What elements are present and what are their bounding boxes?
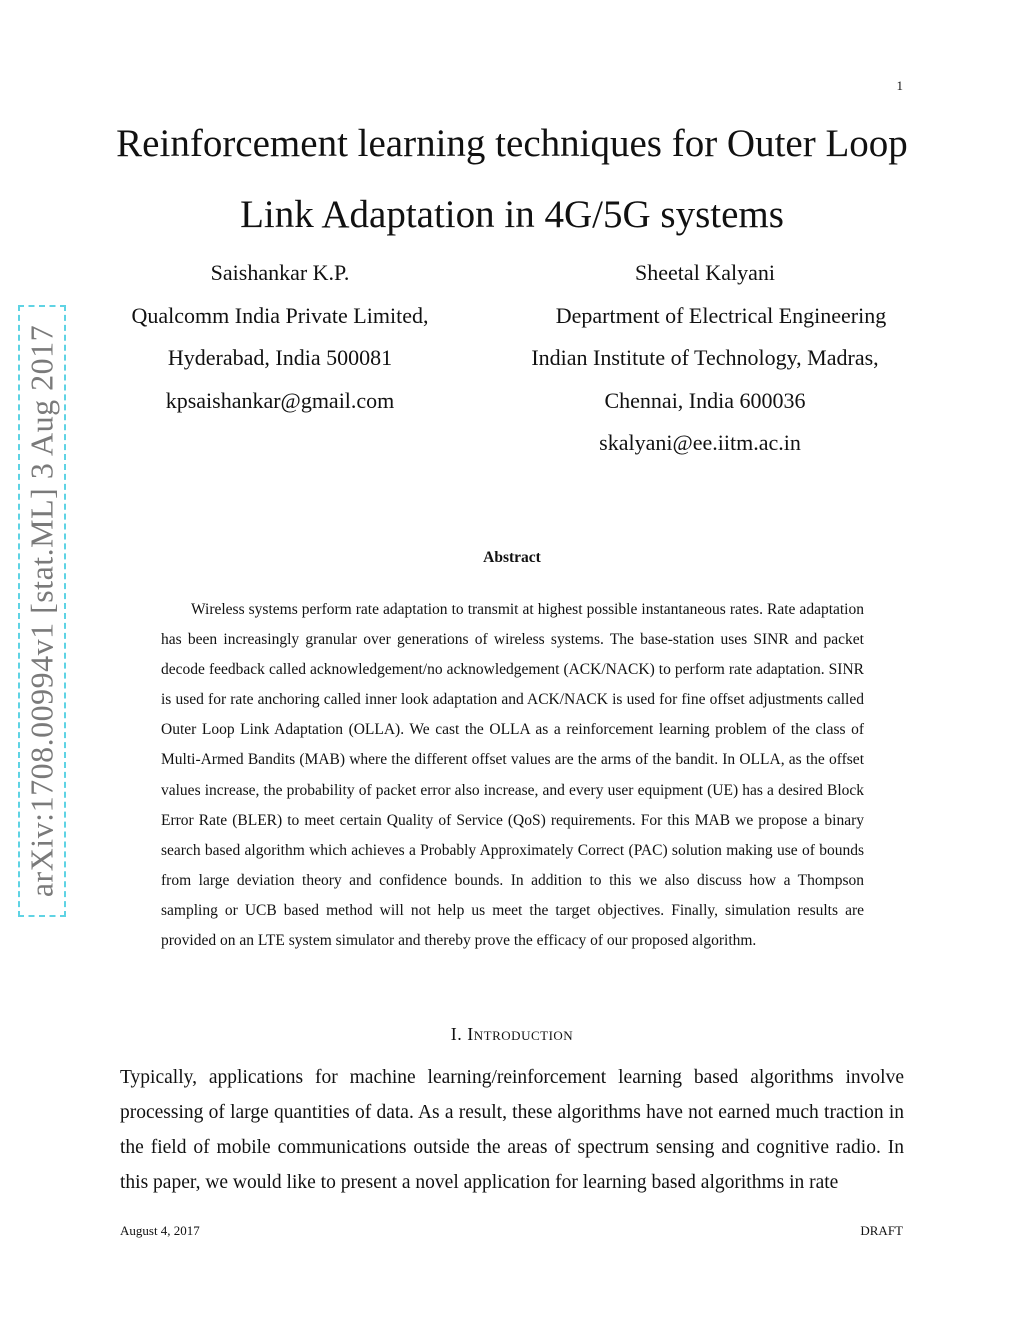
author-affiliation: Department of Electrical Engineering: [555, 302, 887, 328]
author-block-2: [505, 252, 905, 465]
paper-title: Reinforcement learning techniques for Outer Loop Link Adaptation in 4G/5G systems: [116, 122, 908, 236]
footer-status: DRAFT: [860, 1223, 903, 1238]
arxiv-stamp: [18, 305, 66, 917]
author-name: Sheetal Kalyani: [635, 260, 775, 285]
abstract-body: Wireless systems perform rate adaptation to transmit at highest possible instantaneous rates. Rate adaptation has been increasingly granular over generations of wireless systems. The base-station uses SINR and packet decode feedback called acknowledgement/no acknowledgement (ACK/NACK) to perform rate adaptation. SINR is used for rate anchoring called inner look adaptation and ACK/NACK is used for fine offset adjustments called Outer Loop Link Adaptation (OLLA). We cast the OLLA as a reinforcement learning problem of the class of Multi-Armed Bandits (MAB) where the different offset values are the arms of the bandit. In OLLA, as the offset values increase, the probability of packet error also increase, and every user equipment (UE) has a desired Block Error Rate (BLER) to meet certain Quality of Service (QoS) requirements. For this MAB we propose a binary search based algorithm which achieves a Probably Approximately Correct (PAC) solution making use of bounds from large deviation theory and confidence bounds. In addition to this we also discuss how a Thompson sampling or UCB based method will not help us meet the target objectives. Finally, simulation results are provided on an LTE system simulator and thereby prove the efficacy of our proposed algorithm.: [161, 601, 864, 950]
author-affiliation: Chennai, India 600036: [604, 387, 806, 413]
author-email: kpsaishankar@gmail.com: [165, 387, 395, 413]
abstract-heading: Abstract: [483, 549, 541, 566]
footer-date: August 4, 2017: [120, 1223, 200, 1238]
author-affiliation: Hyderabad, India 500081: [167, 345, 393, 370]
author-name: Saishankar K.P.: [210, 260, 350, 285]
section-number: I.: [450, 1024, 463, 1044]
author-email: skalyani@ee.iitm.ac.in: [599, 430, 801, 455]
author-affiliation: Qualcomm India Private Limited,: [131, 302, 429, 328]
page-number: 1: [896, 78, 903, 93]
section-title: Introduction: [467, 1024, 574, 1044]
author-affiliation: Indian Institute of Technology, Madras,: [531, 345, 879, 370]
arxiv-identifier: arXiv:1708.00994v1 [stat.ML] 3 Aug 2017: [23, 324, 60, 898]
introduction-body: Typically, applications for machine learning/reinforcement learning based algorithms involve processing of large quantities of data. As a result, these algorithms have not earned much traction in the field of mobile communications outside the areas of spectrum sensing and cognitive radio. In this paper, we would like to present a novel application for learning based algorithms in rate: [120, 1067, 904, 1193]
section-heading: [0, 1024, 1024, 1045]
author-block-1: [110, 252, 450, 422]
